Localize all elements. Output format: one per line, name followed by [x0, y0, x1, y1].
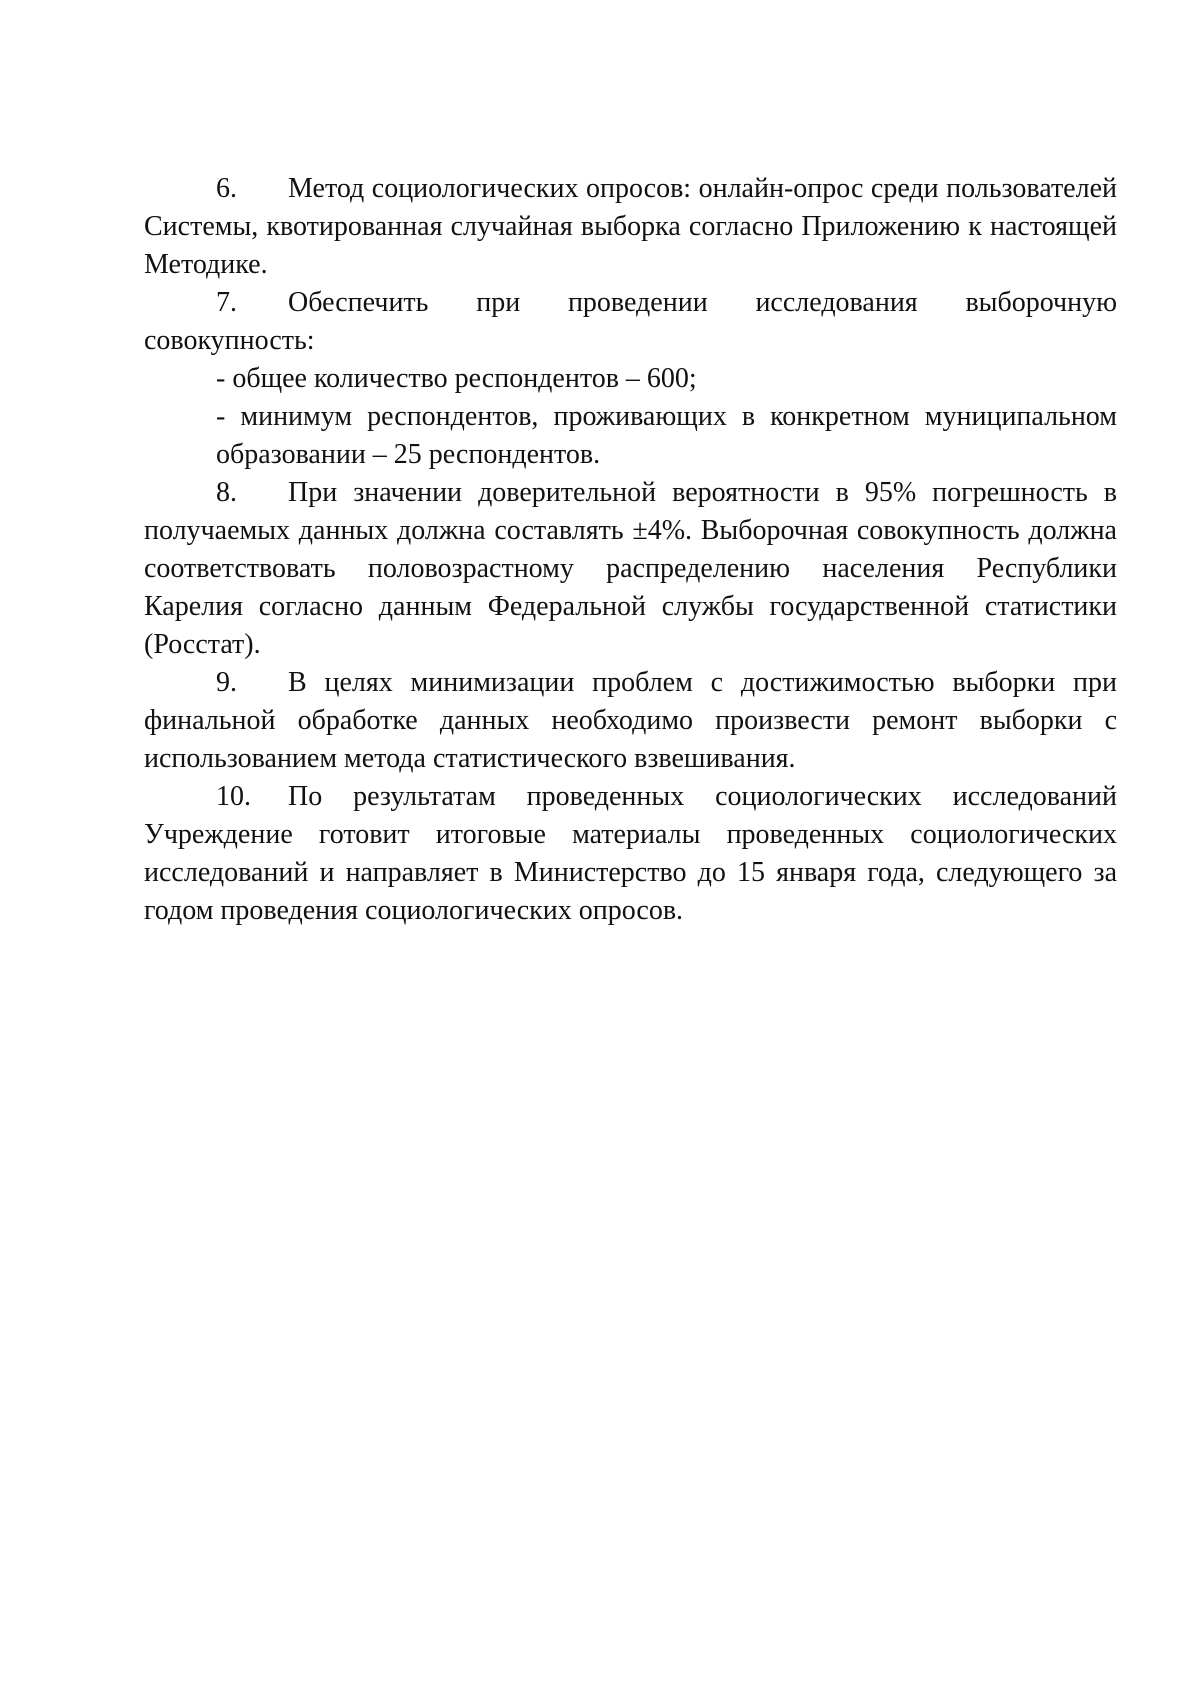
paragraph-7: [144, 284, 1117, 360]
paragraph-number: 6.: [216, 173, 237, 204]
paragraph-text: При значении доверительной вероятности в 95% погрешность в получаемых данных должна составлять ±4%. Выборочная совокупность должна соответствовать половозрастному распределению населения Республики Карелия согласно данным Федеральной службы государственной статистики (Росстат).: [144, 477, 1117, 660]
paragraph-10: [144, 778, 1117, 930]
paragraph-text: Обеспечить при проведении исследования выборочную совокупность:: [144, 287, 1117, 356]
paragraph-number: 9.: [216, 667, 237, 698]
paragraph-6: [144, 170, 1117, 284]
paragraph-text: Метод социологических опросов: онлайн-опрос среди пользователей Системы, квотированная случайная выборка согласно Приложению к настоящей Методике.: [144, 173, 1117, 280]
paragraph-number: 10.: [216, 781, 251, 812]
paragraph-text: По результатам проведенных социологических исследований Учреждение готовит итоговые материалы проведенных социологических исследований и направляет в Министерство до 15 января года, следующего за годом проведения социологических опросов.: [144, 781, 1117, 926]
paragraph-8: [144, 474, 1117, 664]
paragraph-text: В целях минимизации проблем с достижимостью выборки при финальной обработке данных необходимо произвести ремонт выборки с использованием метода статистического взвешивания.: [144, 667, 1117, 774]
paragraph-9: [144, 664, 1117, 778]
paragraph-number: 8.: [216, 477, 237, 508]
list-item: - минимум респондентов, проживающих в конкретном муниципальном образовании – 25 респондентов.: [216, 401, 1117, 470]
paragraph-number: 7.: [216, 287, 237, 318]
list-item: - общее количество респондентов – 600;: [216, 363, 697, 394]
document-body: [144, 170, 1117, 930]
